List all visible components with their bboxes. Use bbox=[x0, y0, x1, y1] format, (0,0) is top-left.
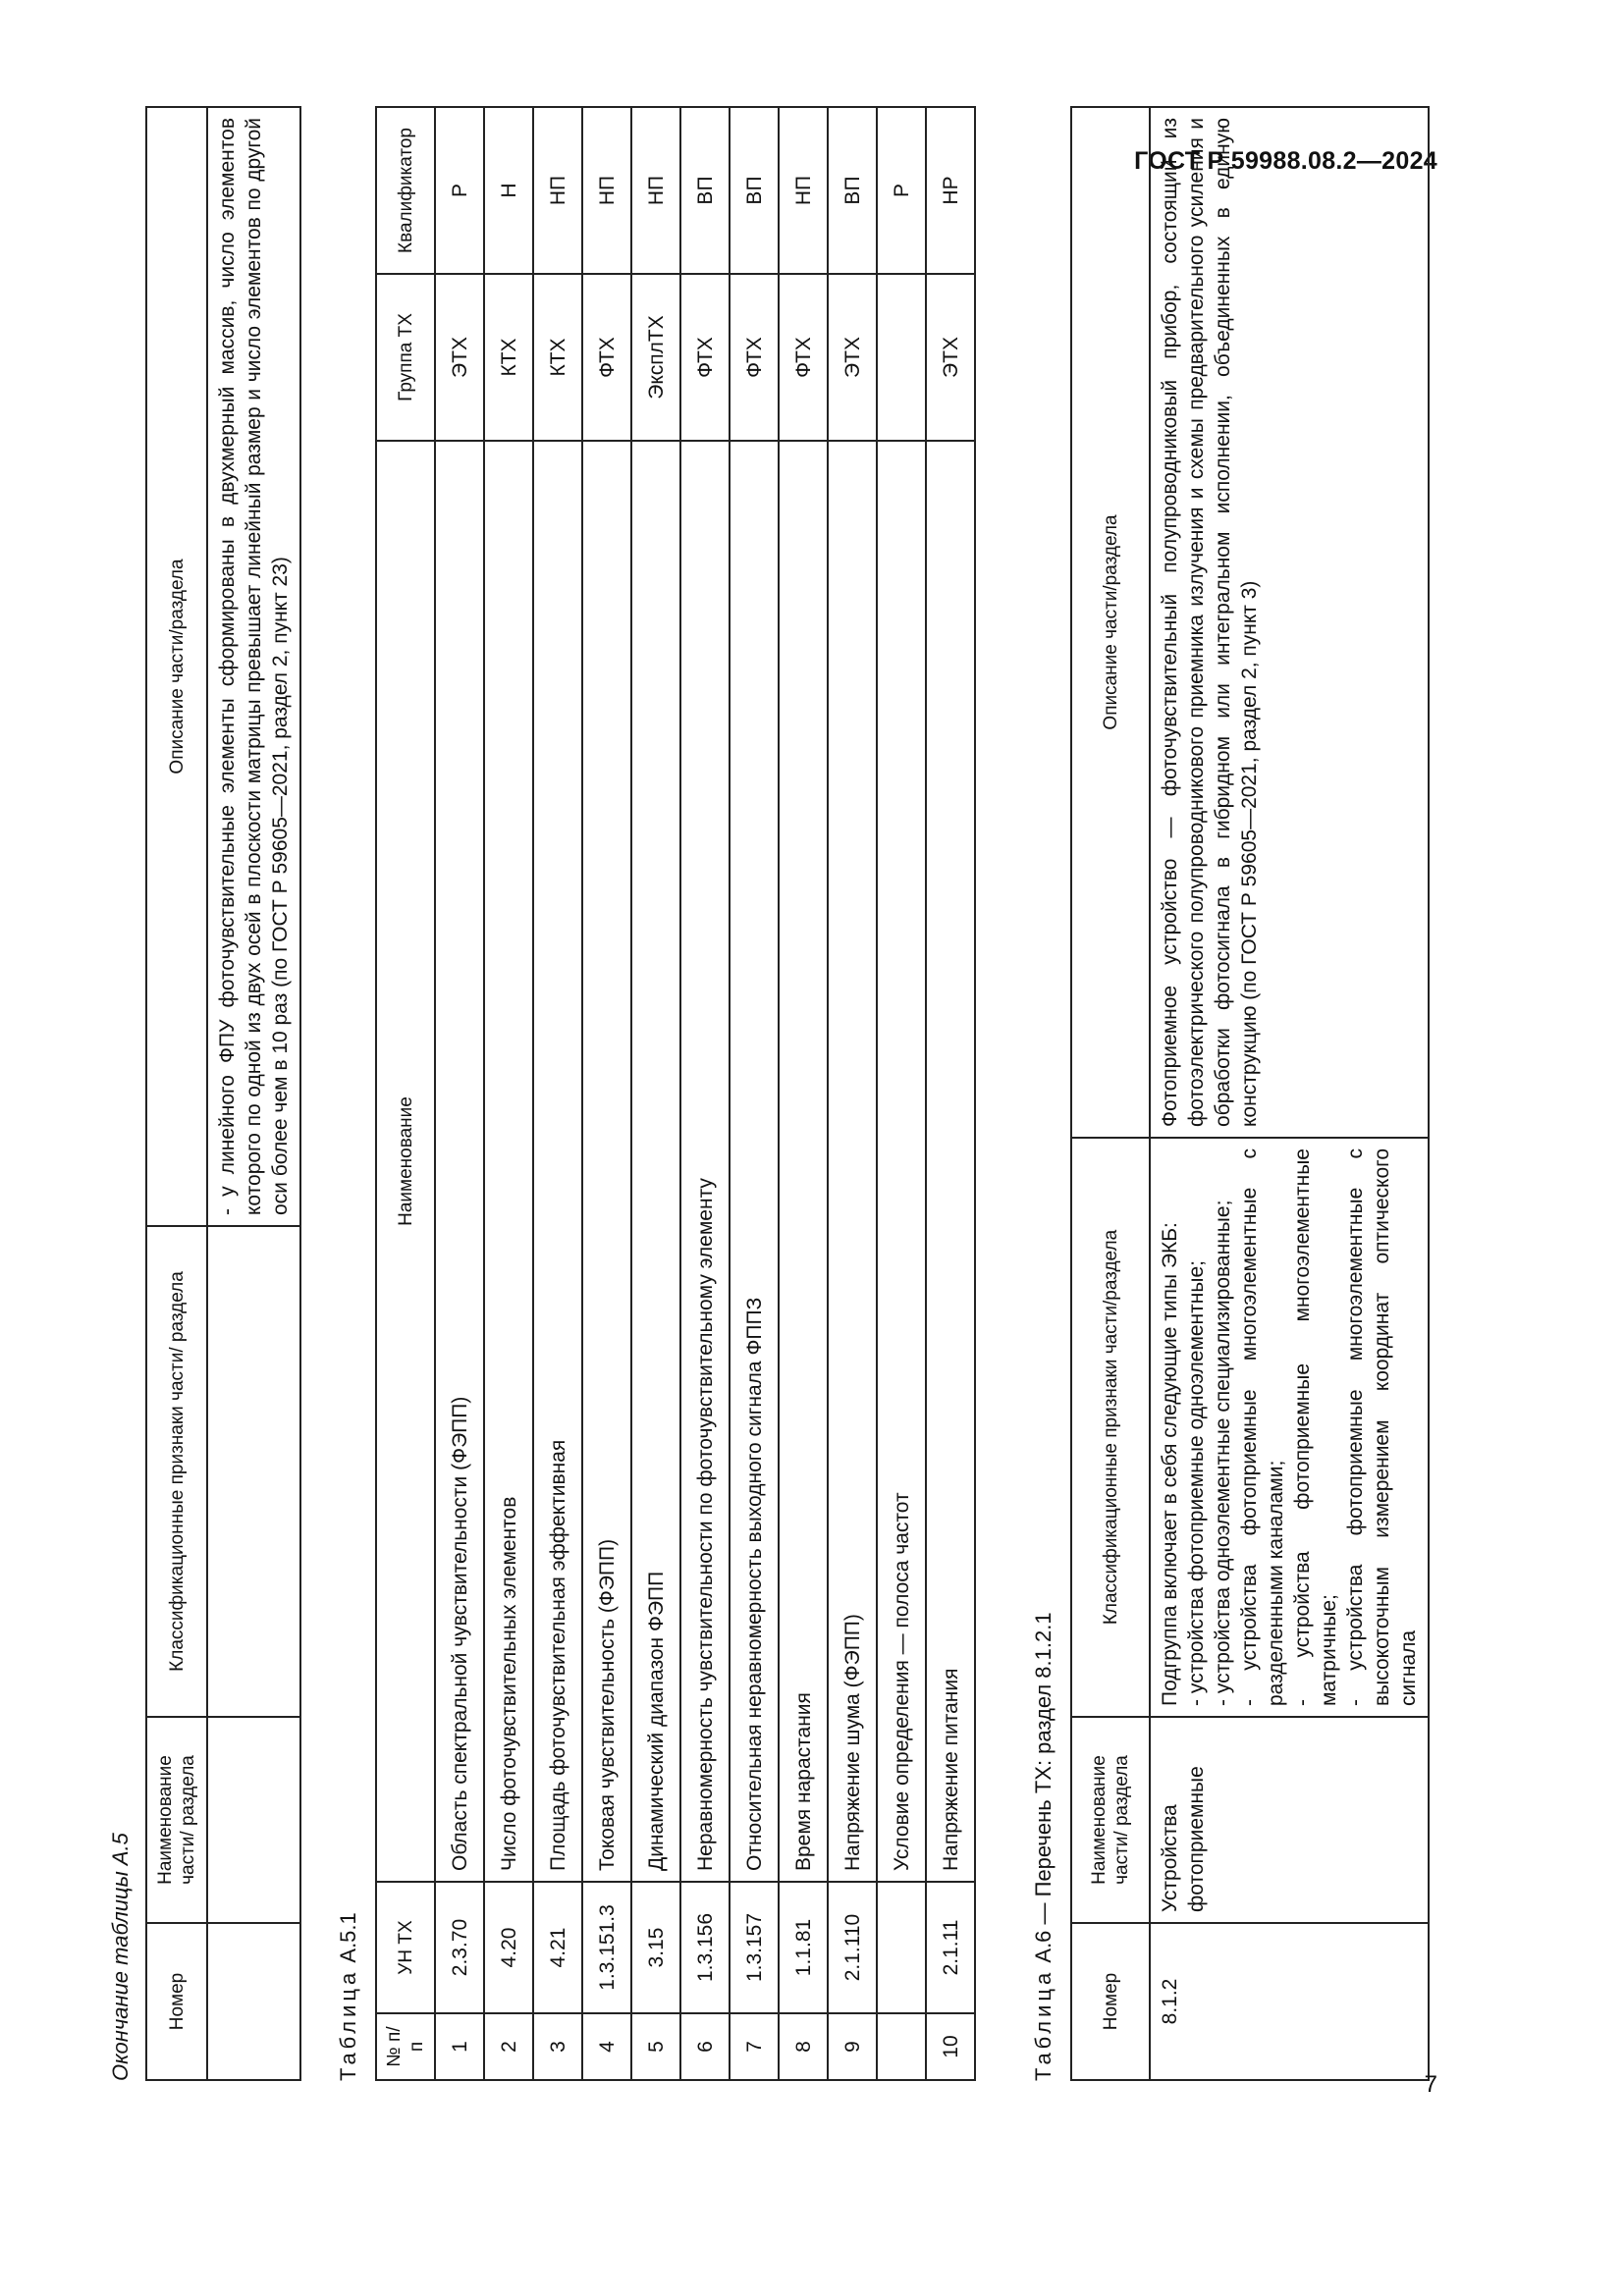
table-a5-cell-features bbox=[207, 1226, 300, 1717]
table-a51-cell-n: 7 bbox=[730, 2013, 779, 2080]
table-a51-cell-n bbox=[877, 2013, 926, 2080]
table-a6-row bbox=[1150, 107, 1429, 2080]
table-row bbox=[680, 107, 730, 2080]
table-a51-cell-name: Напряжение шума (ФЭПП) bbox=[828, 441, 877, 1882]
table-a51-cell-code: 2.3.70 bbox=[435, 1882, 484, 2013]
table-row bbox=[730, 107, 779, 2080]
standard-designation: ГОСТ Р 59988.08.2—2024 bbox=[1134, 147, 1437, 175]
table-a51-cell-code: 4.21 bbox=[533, 1882, 582, 2013]
page-number: 7 bbox=[1424, 2071, 1437, 2098]
table-a51-cell-qualifier: Р bbox=[877, 107, 926, 274]
table-a51-cell-name: Площадь фоточувствительная эффективная bbox=[533, 441, 582, 1882]
table-a51-cell-n: 9 bbox=[828, 2013, 877, 2080]
table-row bbox=[828, 107, 877, 2080]
table-a6-header-number: Номер bbox=[1071, 1923, 1150, 2080]
table-a51-cell-n: 3 bbox=[533, 2013, 582, 2080]
table-a51-cell-name: Неравномерность чувствительности по фоточувствительному элементу bbox=[680, 441, 730, 1882]
table-a5-header-features: Классификационные признаки части/ раздела bbox=[146, 1226, 207, 1717]
table-a51-cell-code: 1.1.81 bbox=[779, 1882, 828, 2013]
table-row bbox=[533, 107, 582, 2080]
table-a51-header-group: Группа ТХ bbox=[376, 274, 435, 441]
table-a6-header-name: Наименование части/ раздела bbox=[1071, 1717, 1150, 1923]
table-a51-cell-n: 8 bbox=[779, 2013, 828, 2080]
table-a51-cell-group: ЭТХ bbox=[435, 274, 484, 441]
table-a51-caption-prefix: Таблица bbox=[336, 1968, 360, 2081]
table-a5-row bbox=[207, 107, 300, 2080]
table-a51-cell-qualifier: НП bbox=[582, 107, 631, 274]
table-a51-caption bbox=[336, 1912, 361, 2081]
table-a51-header-row bbox=[376, 107, 435, 2080]
table-a6-feature-line: - устройства фотоприемные многоэлементные с высокоточным измерением координат оптического сигнала bbox=[1344, 1148, 1420, 1706]
table-a6-feature-line: - устройства фотоприемные одноэлементные; bbox=[1185, 1260, 1208, 1706]
table-row bbox=[877, 107, 926, 2080]
table-a51-cell-qualifier: ВП bbox=[828, 107, 877, 274]
table-a6-cell-description: Фотоприемное устройство — фоточувствительный полупроводниковый прибор, состоящий из фотоэлектрического полупроводникового приемника излучения и схемы предварительного усиления и обработки фотосигнала в гибридном или интегральном исполнении, объединенных в единую конструкцию (по ГОСТ Р 59605—2021, раздел 2, пункт 3) bbox=[1150, 107, 1429, 1138]
table-a5-caption-text: Окончание таблицы А.5 bbox=[108, 1833, 133, 2081]
table-a51-cell-n: 4 bbox=[582, 2013, 631, 2080]
table-a5-header-row bbox=[146, 107, 207, 2080]
table-a5-header-number: Номер bbox=[146, 1923, 207, 2080]
table-a51-cell-name: Число фоточувствительных элементов bbox=[484, 441, 533, 1882]
table-a5-cell-description: - у линейного ФПУ фоточувствительные элементы сформированы в двухмерный массив, число элементов которого по одной из двух осей в плоскости матрицы превышает линейный размер и число элементов по другой оси более чем в 10 раз (по ГОСТ Р 59605—2021, раздел 2, пункт 23) bbox=[207, 107, 300, 1226]
table-row bbox=[484, 107, 533, 2080]
table-a51-cell-group: ФТХ bbox=[582, 274, 631, 441]
table-a51-cell-qualifier: Н bbox=[484, 107, 533, 274]
table-a51-cell-n: 6 bbox=[680, 2013, 730, 2080]
table-a51-cell-group: ФТХ bbox=[680, 274, 730, 441]
table-a51-cell-n: 5 bbox=[631, 2013, 680, 2080]
table-a51-cell-qualifier: НР bbox=[926, 107, 975, 274]
table-a6-caption bbox=[1031, 1612, 1056, 2081]
table-a51-header-code: УН ТХ bbox=[376, 1882, 435, 2013]
table-a6-header-features: Классификационные признаки части/раздела bbox=[1071, 1138, 1150, 1717]
table-row bbox=[582, 107, 631, 2080]
table-a51-cell-code bbox=[877, 1882, 926, 2013]
table-a51-cell-group bbox=[877, 274, 926, 441]
table-a51-cell-code: 1.3.157 bbox=[730, 1882, 779, 2013]
table-a6-caption-text: А.6 — Перечень ТХ: раздел 8.1.2.1 bbox=[1031, 1612, 1056, 1963]
table-a51-cell-name: Динамический диапазон ФЭПП bbox=[631, 441, 680, 1882]
table-a51-cell-name: Область спектральной чувствительности (ФЭПП) bbox=[435, 441, 484, 1882]
table-a51-header-n: № п/п bbox=[376, 2013, 435, 2080]
table-a5-cell-name bbox=[207, 1717, 300, 1923]
table-a51-cell-name: Напряжение питания bbox=[926, 441, 975, 1882]
table-a51-cell-name: Время нарастания bbox=[779, 441, 828, 1882]
table-a51-cell-code: 1.3.151.3 bbox=[582, 1882, 631, 2013]
rotated-landscape-content bbox=[108, 79, 1424, 2081]
table-a51-cell-group: ФТХ bbox=[779, 274, 828, 441]
table-a51 bbox=[375, 106, 976, 2081]
table-a51-cell-group: КТХ bbox=[533, 274, 582, 441]
table-a51-cell-code: 2.1.11 bbox=[926, 1882, 975, 2013]
table-a51-caption-number: А.5.1 bbox=[336, 1912, 360, 1963]
table-a5-end bbox=[145, 106, 301, 2081]
table-a51-cell-n: 2 bbox=[484, 2013, 533, 2080]
table-a51-cell-qualifier: Р bbox=[435, 107, 484, 274]
table-a6-caption-prefix: Таблица bbox=[1031, 1968, 1056, 2081]
table-a51-cell-qualifier: НП bbox=[779, 107, 828, 274]
table-a51-cell-n: 1 bbox=[435, 2013, 484, 2080]
table-a51-cell-name: Относительная неравномерность выходного сигнала ФППЗ bbox=[730, 441, 779, 1882]
table-a51-body bbox=[435, 107, 975, 2080]
table-a51-header-name: Наименование bbox=[376, 441, 435, 1882]
table-row bbox=[779, 107, 828, 2080]
table-a6-feature-line: - устройства одноэлементные специализированные; bbox=[1212, 1200, 1234, 1706]
table-a51-cell-qualifier: ВП bbox=[680, 107, 730, 274]
table-a51-cell-qualifier: НП bbox=[533, 107, 582, 274]
table-row bbox=[435, 107, 484, 2080]
table-a51-cell-code: 2.1.110 bbox=[828, 1882, 877, 2013]
table-a6-feature-line: - устройства фотоприемные многоэлементные матричные; bbox=[1291, 1148, 1340, 1706]
table-row bbox=[631, 107, 680, 2080]
table-a6-header-row bbox=[1071, 107, 1150, 2080]
table-a51-cell-group: ЭксплТХ bbox=[631, 274, 680, 441]
table-a6 bbox=[1070, 106, 1430, 2081]
table-a5-header-description: Описание части/раздела bbox=[146, 107, 207, 1226]
table-a6-cell-name: Устройства фотоприемные bbox=[1150, 1717, 1429, 1923]
table-a5-caption bbox=[108, 1833, 134, 2081]
table-a51-cell-code: 3.15 bbox=[631, 1882, 680, 2013]
table-a51-cell-qualifier: НП bbox=[631, 107, 680, 274]
table-a51-cell-group: ФТХ bbox=[730, 274, 779, 441]
table-a51-header-qualifier: Квалификатор bbox=[376, 107, 435, 274]
table-a51-cell-name: Токовая чувствительность (ФЭПП) bbox=[582, 441, 631, 1882]
table-a5-header-name: Наименование части/ раздела bbox=[146, 1717, 207, 1923]
table-row bbox=[926, 107, 975, 2080]
table-a51-cell-n: 10 bbox=[926, 2013, 975, 2080]
table-a6-header-description: Описание части/раздела bbox=[1071, 107, 1150, 1138]
table-a51-cell-code: 4.20 bbox=[484, 1882, 533, 2013]
table-a51-cell-code: 1.3.156 bbox=[680, 1882, 730, 2013]
table-a6-cell-features bbox=[1150, 1138, 1429, 1717]
table-a51-cell-qualifier: ВП bbox=[730, 107, 779, 274]
table-a51-cell-group: КТХ bbox=[484, 274, 533, 441]
table-a51-cell-group: ЭТХ bbox=[926, 274, 975, 441]
table-a6-feature-line: Подгруппа включает в себя следующие типы ЭКБ: bbox=[1159, 1222, 1181, 1706]
table-a51-cell-name: Условие определения — полоса частот bbox=[877, 441, 926, 1882]
table-a5-cell-number bbox=[207, 1923, 300, 2080]
table-a6-feature-line: - устройства фотоприемные многоэлементные с разделенными каналами; bbox=[1238, 1148, 1287, 1706]
table-a51-cell-group: ЭТХ bbox=[828, 274, 877, 441]
table-a6-cell-number: 8.1.2 bbox=[1150, 1923, 1429, 2080]
